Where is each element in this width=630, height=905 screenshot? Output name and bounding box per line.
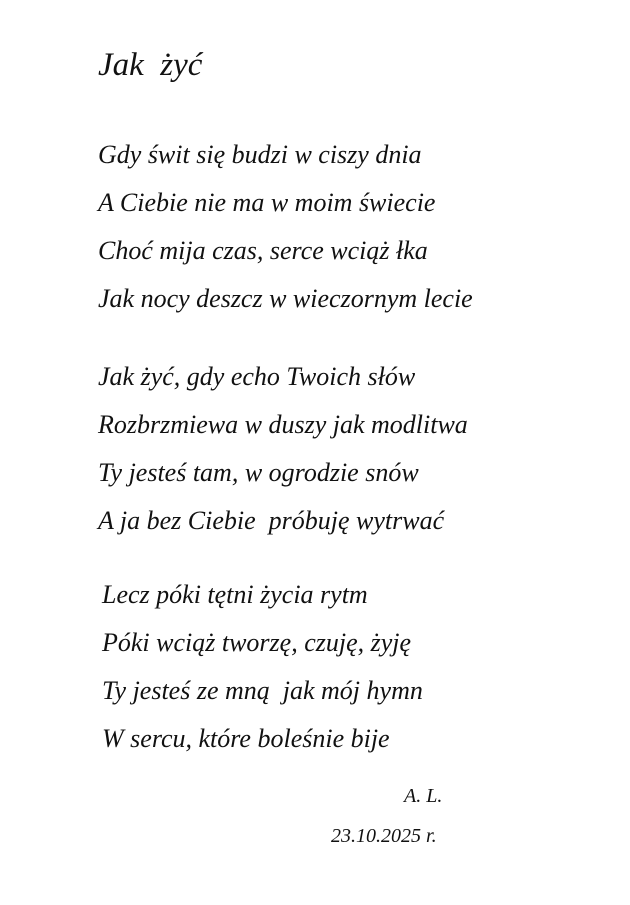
poem-line: A ja bez Ciebie próbuję wytrwać [98,506,445,535]
poem-line: Ty jesteś ze mną jak mój hymn [102,676,423,705]
stanza-1 [98,131,473,323]
poem-date: 23.10.2025 r. [331,825,437,847]
poem-line: Jak nocy deszcz w wieczornym lecie [98,284,473,313]
poem-line: Choć mija czas, serce wciąż łka [98,236,428,265]
poem-line: Póki wciąż tworzę, czuję, żyję [102,628,412,657]
author-signature: A. L. [404,785,443,807]
poem-line: Gdy świt się budzi w ciszy dnia [98,140,422,169]
poem-line: A Ciebie nie ma w moim świecie [98,188,436,217]
poem-title: Jak żyć [98,47,203,83]
poem-line: Lecz póki tętni życia rytm [102,580,368,609]
stanza-3 [102,571,423,763]
poem-line: Rozbrzmiewa w duszy jak modlitwa [98,410,468,439]
poem-line: Jak żyć, gdy echo Twoich słów [98,362,416,391]
poem-line: W sercu, które boleśnie bije [102,724,390,753]
poem-line: Ty jesteś tam, w ogrodzie snów [98,458,419,487]
stanza-2 [98,353,468,545]
